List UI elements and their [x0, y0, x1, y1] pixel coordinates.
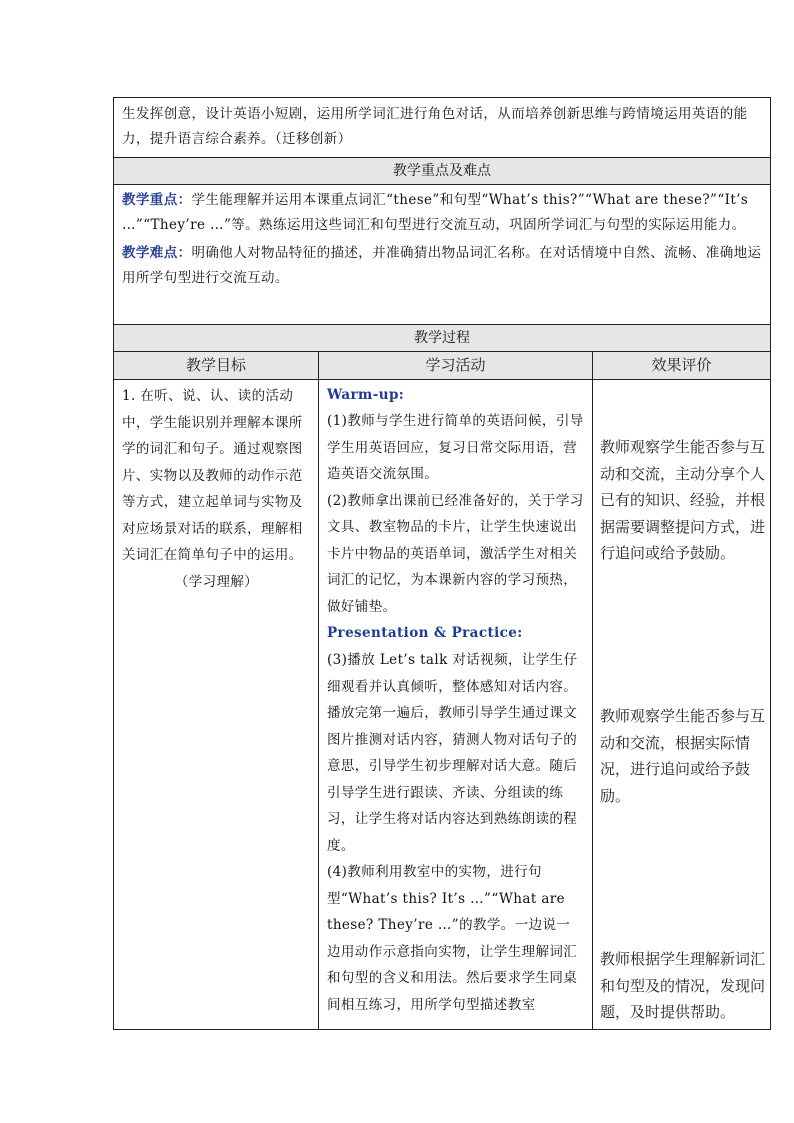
- teaching-difficulty: [122, 241, 764, 291]
- intro-text: 生发挥创意，设计英语小短剧，运用所学词汇进行角色对话，从而培养创新思维与跨情境运用英语的能力，提升语言综合素养。（迁移创新）: [122, 106, 748, 147]
- goal-tag: （学习理解）: [174, 573, 259, 590]
- column-header-evaluation: 效果评价: [593, 352, 771, 380]
- teaching-difficulty-text: 明确他人对物品特征的描述，并准确猜出物品词汇名称。在对话情境中自然、流畅、准确地运用所学句型进行交流互动。: [122, 245, 762, 286]
- warmup-label: Warm-up:: [327, 387, 405, 403]
- key-points-title: 教学重点及难点: [114, 158, 771, 185]
- presentation-label: Presentation & Practice:: [327, 625, 523, 641]
- teaching-focus-label: 教学重点：: [122, 192, 192, 208]
- evaluation-1: 教师观察学生能否参与互动和交流，主动分享个人已有的知识、经验，并根据需要调整提问方式，进行追问或给予鼓励。: [600, 438, 766, 562]
- teaching-focus-text: 学生能理解并运用本课重点词汇“these”和句型“What’s this?”“What are these?”“It’s …”“They’re …”等。熟练运用这些词汇和句型进行交流互动，巩固所学词汇与句型的实际运用能力。: [122, 192, 749, 233]
- key-points-row: [114, 185, 771, 325]
- process-header-row: [114, 325, 771, 352]
- evaluation-3: 教师根据学生理解新词汇和句型及的情况，发现问题，及时提供帮助。: [600, 950, 766, 1021]
- evaluation-cell: [593, 380, 771, 1030]
- key-points-header-row: [114, 158, 771, 185]
- column-header-goal: 教学目标: [114, 352, 319, 380]
- activity-step-2: (2)教师拿出课前已经准备好的，关于学习文具、教室物品的卡片，让学生快速说出卡片中物品的英语单词，激活学生对相关词汇的记忆，为本课新内容的学习预热，做好铺垫。: [327, 492, 584, 615]
- activity-cell: [319, 380, 593, 1030]
- column-header-row: [114, 352, 771, 380]
- intro-row: [114, 98, 771, 158]
- lesson-plan-page: [113, 97, 770, 1030]
- lesson-plan-table: [113, 97, 771, 1030]
- goal-text: 1. 在听、说、认、读的活动中，学生能识别并理解本课所学的词汇和句子。通过观察图片、实物以及教师的动作示范等方式，建立起单词与实物及对应场景对话的联系，理解相关词汇在简单句子中的运用。: [122, 388, 303, 563]
- process-title: 教学过程: [114, 325, 771, 352]
- evaluation-2: 教师观察学生能否参与互动和交流，根据实际情况，进行追问或给予鼓励。: [600, 707, 766, 805]
- column-header-activity: 学习活动: [319, 352, 593, 380]
- teaching-focus: [122, 188, 764, 238]
- goal-cell: [114, 380, 319, 1030]
- activity-step-1: (1)教师与学生进行简单的英语问候，引导学生用英语回应，复习日常交际用语，营造英语交流氛围。: [327, 413, 584, 482]
- activity-step-4: (4)教师利用教室中的实物，进行句型“What’s this? It’s …”“What are these? They’re …”的教学。一边说一边用动作示意指向实物，让学生理解词汇和句型的含义和用法。然后要求学生同桌间相互练习，用所学句型描述教室: [327, 864, 578, 1013]
- process-content-row: [114, 380, 771, 1030]
- teaching-difficulty-label: 教学难点：: [122, 245, 192, 261]
- activity-step-3: (3)播放 Let’s talk 对话视频，让学生仔细观看并认真倾听，整体感知对话内容。播放完第一遍后，教师引导学生通过课文图片推测对话内容，猜测人物对话句子的意思，引导学生初步理解对话大意。随后引导学生进行跟读、齐读、分组读的练习，让学生将对话内容达到熟练朗读的程度。: [327, 652, 578, 854]
